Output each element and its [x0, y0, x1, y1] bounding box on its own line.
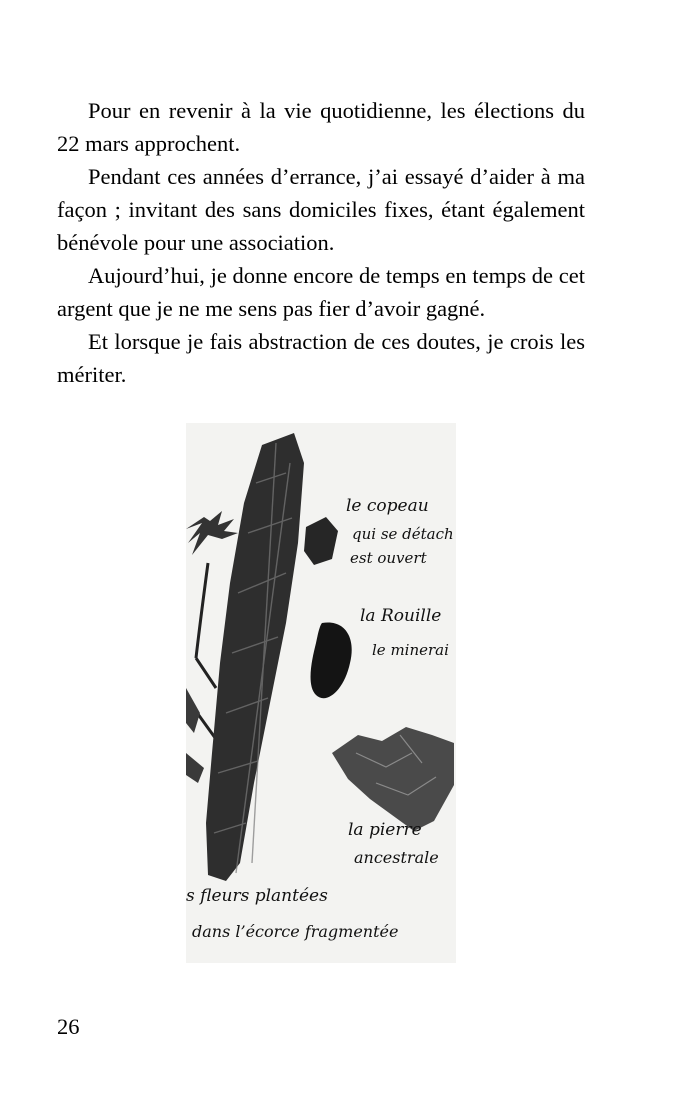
- ink-illustration: [186, 423, 456, 963]
- paragraph: Et lorsque je fais abstraction de ces doutes, je crois les mériter.: [57, 329, 585, 387]
- caption-copeau-line3: est ouvert: [350, 549, 427, 567]
- caption-pierre-line2: ancestrale: [354, 848, 439, 867]
- paragraph: Pendant ces années d’errance, j’ai essayé d’aider à ma façon ; invitant des sans domiciles fixes, étant également bénévole pour une association.: [57, 164, 585, 255]
- paragraph: Aujourd’hui, je donne encore de temps en temps de cet argent que je ne me sens pas fier d’avoir gagné.: [57, 263, 585, 321]
- caption-pierre-line1: la pierre: [348, 820, 422, 840]
- pierre-stone: [332, 727, 454, 831]
- caption-copeau-line2: qui se détach: [352, 525, 454, 543]
- page-number: 26: [57, 1014, 80, 1039]
- paragraph: Pour en revenir à la vie quotidienne, les élections du 22 mars approchent.: [57, 98, 585, 156]
- caption-copeau-line1: le copeau: [346, 496, 429, 516]
- bark-trunk: [206, 433, 304, 881]
- rouille-blob: [311, 622, 352, 698]
- flower-leaves: [186, 688, 204, 783]
- flower-head: [186, 511, 238, 555]
- illustration-drawing: [186, 423, 456, 963]
- caption-fleurs-line1: s fleurs plantées: [186, 886, 328, 906]
- caption-rouille-line1: la Rouille: [360, 606, 442, 626]
- copeau-chip: [304, 517, 338, 565]
- body-text: [57, 94, 585, 391]
- caption-rouille-line2: le minerai: [372, 641, 449, 659]
- caption-fleurs-line2: dans l’écorce fragmentée: [192, 922, 399, 941]
